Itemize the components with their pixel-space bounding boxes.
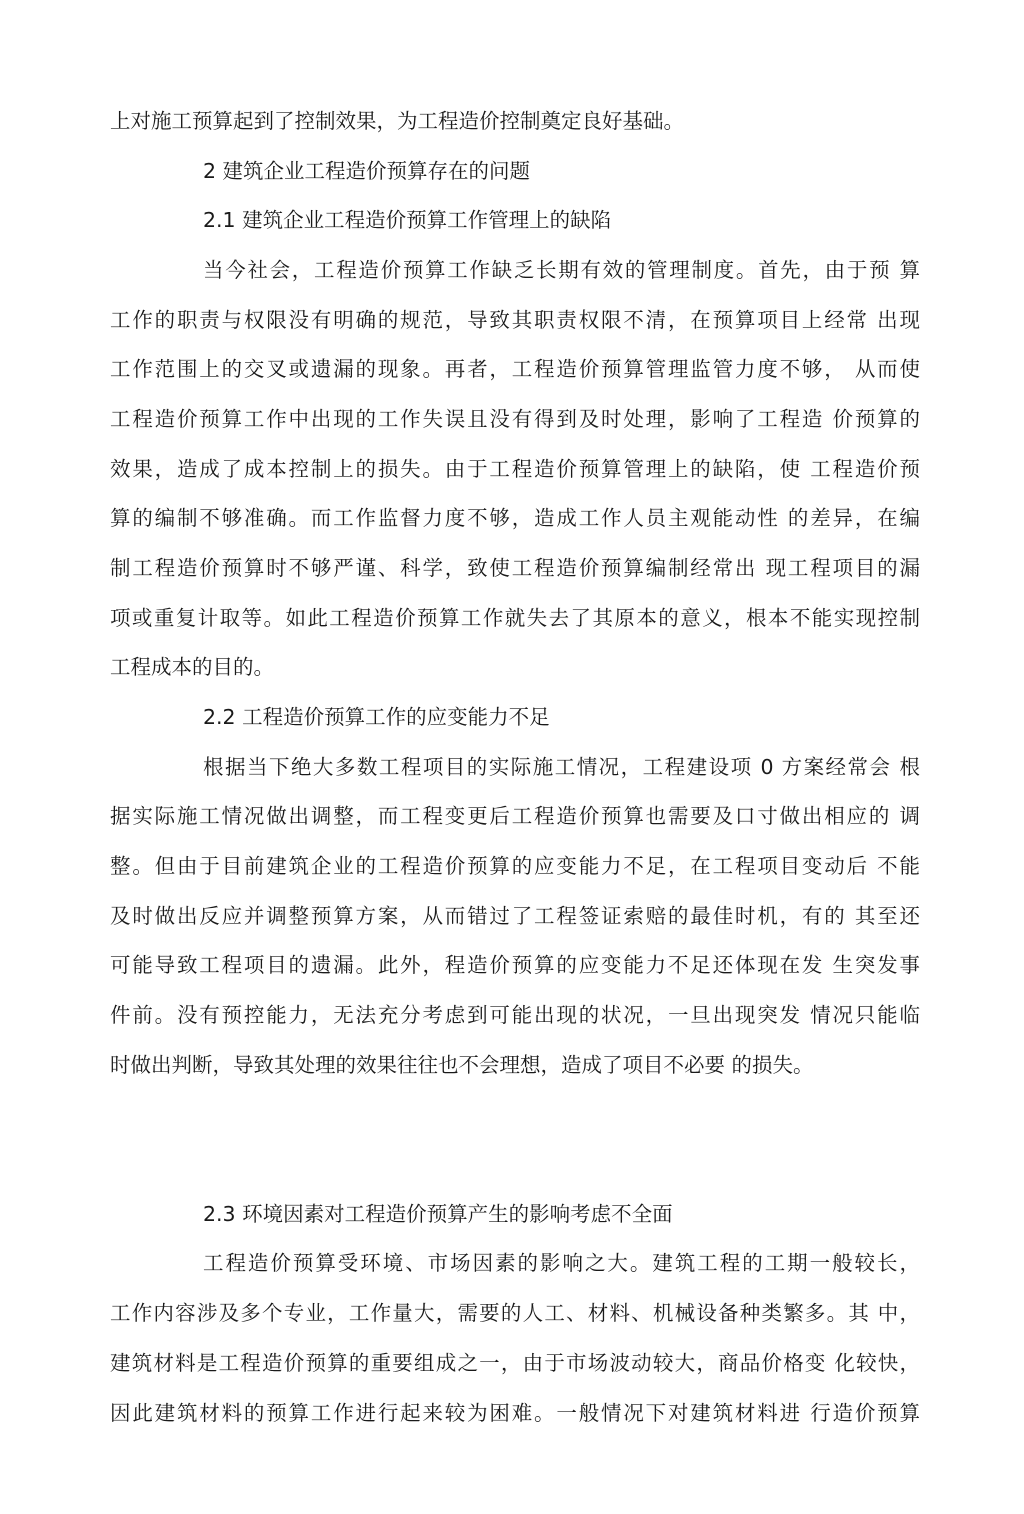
paragraph-line: 工程造价预算工作中出现的工作失误且没有得到及时处理，影响了工程造 价预算的: [110, 407, 920, 431]
paragraph-line: 及时做出反应并调整预算方案，从而错过了工程签证索赔的最佳时机，有的 其至还: [110, 904, 920, 928]
paragraph-line: 根据当下绝大多数工程项目的实际施工情况，工程建设项 0 方案经常会 根: [203, 755, 920, 779]
paragraph-line: 时做出判断，导致其处理的效果往往也不会理想，造成了项目不必要 的损失。: [110, 1053, 814, 1077]
paragraph-line: 工程造价预算受环境、市场因素的影响之大。建筑工程的工期一般较长，: [203, 1251, 920, 1275]
section-2-3-heading: 2.3 环境因素对工程造价预算产生的影响考虑不全面: [203, 1202, 673, 1226]
section-2-2-heading: 2.2 工程造价预算工作的应变能力不足: [203, 705, 550, 729]
paragraph-line: 工作的职责与权限没有明确的规范，导致其职责权限不清，在预算项目上经常 出现: [110, 308, 920, 332]
section-2-1-heading: 2.1 建筑企业工程造价预算工作管理上的缺陷: [203, 208, 612, 232]
paragraph-line: 制工程造价预算时不够严谨、科学，致使工程造价预算编制经常出 现工程项目的漏: [110, 556, 920, 580]
paragraph-line: 项或重复计取等。如此工程造价预算工作就失去了其原本的意义，根本不能实现控制: [110, 606, 920, 630]
paragraph-line: 建筑材料是工程造价预算的重要组成之一，由于市场波动较大，商品价格变 化较快，: [110, 1351, 920, 1375]
paragraph-line: 因此建筑材料的预算工作进行起来较为困难。一般情况下对建筑材料进 行造价预算: [110, 1401, 920, 1425]
section-2-heading: 2 建筑企业工程造价预算存在的问题: [203, 159, 531, 183]
paragraph-line: 工作内容涉及多个专业，工作量大，需要的人工、材料、机械设备种类繁多。其 中，: [110, 1301, 920, 1325]
carryover-line: 上对施工预算起到了控制效果，为工程造价控制奠定良好基础。: [110, 109, 684, 133]
paragraph-line: 算的编制不够准确。而工作监督力度不够，造成工作人员主观能动性 的差异，在编: [110, 506, 920, 530]
paragraph-line: 当今社会，工程造价预算工作缺乏长期有效的管理制度。首先，由于预 算: [203, 258, 920, 282]
paragraph-line: 工作范围上的交叉或遗漏的现象。再者，工程造价预算管理监管力度不够， 从而使: [110, 357, 920, 381]
paragraph-line: 件前。没有预控能力，无法充分考虑到可能出现的状况，一旦出现突发 情况只能临: [110, 1003, 920, 1027]
paragraph-line: 工程成本的目的。: [110, 655, 274, 679]
paragraph-line: 据实际施工情况做出调整，而工程变更后工程造价预算也需要及口寸做出相应的 调: [110, 804, 920, 828]
paragraph-line: 效果，造成了成本控制上的损失。由于工程造价预算管理上的缺陷，使 工程造价预: [110, 457, 920, 481]
paragraph-line: 整。但由于目前建筑企业的工程造价预算的应变能力不足，在工程项目变动后 不能: [110, 854, 920, 878]
paragraph-line: 可能导致工程项目的遗漏。此外，程造价预算的应变能力不足还体现在发 生突发事: [110, 953, 920, 977]
